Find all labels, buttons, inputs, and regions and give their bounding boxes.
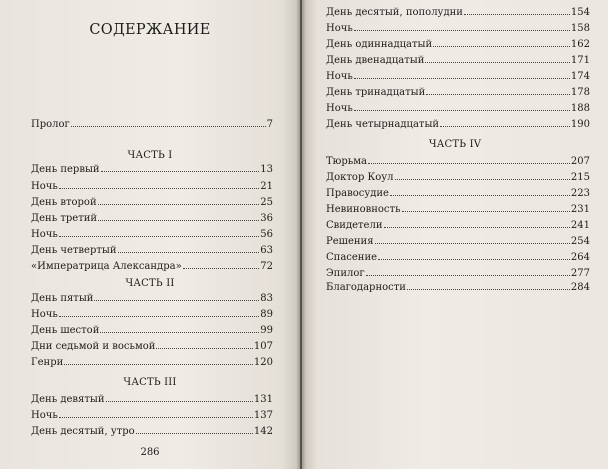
toc-entry: [326, 70, 590, 84]
entry-page: 231: [570, 204, 590, 215]
dot-leader: [354, 78, 570, 79]
entry-title: День двенадцатый: [326, 55, 425, 66]
toc-entry: [326, 251, 590, 265]
entry-title: День десятый, пополудни: [326, 7, 463, 18]
toc-entry: [31, 196, 273, 210]
entry-title: День пятый: [31, 293, 94, 304]
dot-leader: [59, 316, 259, 317]
page-title: СОДЕРЖАНИЕ: [89, 22, 211, 38]
entry-page: 178: [570, 87, 590, 98]
entry-page: 107: [253, 341, 273, 352]
entry-title: Ночь: [31, 229, 58, 240]
toc-entry: [326, 219, 590, 233]
toc-entry: [326, 54, 590, 68]
dot-leader: [101, 171, 260, 172]
toc-entry: [31, 409, 273, 423]
dot-leader: [59, 236, 259, 237]
entry-title: Дни седьмой и восьмой: [31, 341, 156, 352]
page-number: 286: [140, 447, 160, 458]
part-heading: ЧАСТЬ IV: [428, 139, 482, 150]
dot-leader: [440, 126, 570, 127]
entry-title: Решения: [326, 236, 374, 247]
dot-leader: [183, 268, 260, 269]
entry-title: День второй: [31, 197, 97, 208]
toc-entry: [31, 356, 273, 370]
entry-page: 254: [570, 236, 590, 247]
dot-leader: [354, 110, 570, 111]
dot-leader: [390, 195, 570, 196]
entry-title: День девятый: [31, 394, 105, 405]
entry-title: День четырнадцатый: [326, 119, 440, 130]
dot-leader: [354, 30, 570, 31]
entry-page: 120: [253, 357, 273, 368]
entry-title: Пролог: [31, 119, 70, 130]
entry-title: День тринадцатый: [326, 87, 426, 98]
toc-entry: [326, 171, 590, 185]
dot-leader: [100, 332, 259, 333]
entry-page: 13: [260, 164, 273, 175]
entry-title: Ночь: [31, 181, 58, 192]
entry-title: День третий: [31, 213, 98, 224]
entry-page: 174: [570, 71, 590, 82]
dot-leader: [366, 275, 570, 276]
entry-title: Свидетели: [326, 220, 383, 231]
entry-title: Доктор Коул: [326, 172, 394, 183]
dot-leader: [106, 401, 253, 402]
toc-entry: [31, 212, 273, 226]
toc-entry: [326, 38, 590, 52]
entry-title: День шестой: [31, 325, 100, 336]
entry-title: Ночь: [31, 309, 58, 320]
toc-entry: [31, 163, 273, 177]
entry-page: 36: [260, 213, 273, 224]
toc-entry: [31, 324, 273, 338]
toc-entry: [326, 155, 590, 169]
entry-title: День десятый, утро: [31, 426, 135, 437]
dot-leader: [425, 62, 570, 63]
dot-leader: [98, 204, 260, 205]
dot-leader: [59, 417, 253, 418]
entry-title: День одиннадцатый: [326, 39, 433, 50]
entry-title: «Императрица Александра»: [31, 261, 182, 272]
entry-page: 215: [570, 172, 590, 183]
entry-page: 207: [570, 156, 590, 167]
dot-leader: [368, 163, 570, 164]
entry-page: 89: [260, 309, 273, 320]
entry-title: Тюрьма: [326, 156, 367, 167]
entry-page: 131: [253, 394, 273, 405]
toc-entry: [31, 340, 273, 354]
toc-entry: [31, 180, 273, 194]
dot-leader: [384, 227, 570, 228]
part-heading: ЧАСТЬ III: [123, 377, 177, 388]
right-page: [302, 0, 608, 469]
entry-page: 277: [570, 268, 590, 279]
dot-leader: [98, 220, 259, 221]
dot-leader: [378, 259, 570, 260]
toc-entry: [31, 292, 273, 306]
entry-title: Благодарности: [326, 282, 406, 293]
entry-title: Генри: [31, 357, 64, 368]
toc-entry: [31, 393, 273, 407]
toc-entry: [31, 228, 273, 242]
entry-title: День первый: [31, 164, 100, 175]
entry-title: Ночь: [326, 71, 353, 82]
entry-page: 284: [570, 282, 590, 293]
toc-entry: [326, 267, 590, 281]
entry-title: Спасение: [326, 252, 378, 263]
part-heading: ЧАСТЬ I: [127, 150, 173, 161]
entry-page: 137: [253, 410, 273, 421]
toc-entry: [326, 86, 590, 100]
toc-entry: [31, 425, 273, 439]
dot-leader: [426, 94, 570, 95]
toc-entry: [31, 244, 273, 258]
entry-title: Эпилог: [326, 268, 365, 279]
entry-page: 241: [570, 220, 590, 231]
entry-page: 83: [260, 293, 273, 304]
dot-leader: [402, 211, 570, 212]
dot-leader: [94, 300, 259, 301]
dot-leader: [375, 243, 570, 244]
dot-leader: [433, 46, 570, 47]
entry-page: 188: [570, 103, 590, 114]
entry-page: 25: [260, 197, 273, 208]
entry-page: 190: [570, 119, 590, 130]
entry-title: День четвертый: [31, 245, 117, 256]
entry-title: Невиновность: [326, 204, 401, 215]
toc-entry: [31, 260, 273, 274]
toc-entry-acknowledgements: [326, 281, 590, 295]
entry-page: 223: [570, 188, 590, 199]
entry-page: 21: [260, 181, 273, 192]
entry-title: Ночь: [31, 410, 58, 421]
dot-leader: [464, 14, 570, 15]
dot-leader: [118, 252, 260, 253]
toc-entry: [326, 187, 590, 201]
entry-title: Правосудие: [326, 188, 389, 199]
entry-page: 72: [260, 261, 273, 272]
dot-leader: [71, 126, 266, 127]
entry-page: 63: [260, 245, 273, 256]
dot-leader: [136, 433, 253, 434]
toc-entry: [326, 203, 590, 217]
entry-page: 56: [260, 229, 273, 240]
toc-entry: [326, 102, 590, 116]
toc-entry: [326, 118, 590, 132]
left-page: [0, 0, 300, 469]
toc-entry: [326, 6, 590, 20]
entry-page: 158: [570, 23, 590, 34]
dot-leader: [64, 364, 253, 365]
entry-title: Ночь: [326, 23, 353, 34]
entry-page: 7: [266, 119, 273, 130]
book-gutter-shadow: [296, 0, 306, 469]
toc-entry: [326, 235, 590, 249]
entry-title: Ночь: [326, 103, 353, 114]
entry-page: 264: [570, 252, 590, 263]
part-heading: ЧАСТЬ II: [125, 278, 175, 289]
entry-page: 99: [260, 325, 273, 336]
entry-page: 154: [570, 7, 590, 18]
entry-page: 171: [570, 55, 590, 66]
toc-entry: [31, 308, 273, 322]
dot-leader: [395, 179, 570, 180]
dot-leader: [156, 348, 253, 349]
toc-entry: [326, 22, 590, 36]
entry-page: 162: [570, 39, 590, 50]
toc-entry-prologue: [31, 118, 273, 132]
dot-leader: [59, 188, 259, 189]
dot-leader: [407, 289, 570, 290]
entry-page: 142: [253, 426, 273, 437]
